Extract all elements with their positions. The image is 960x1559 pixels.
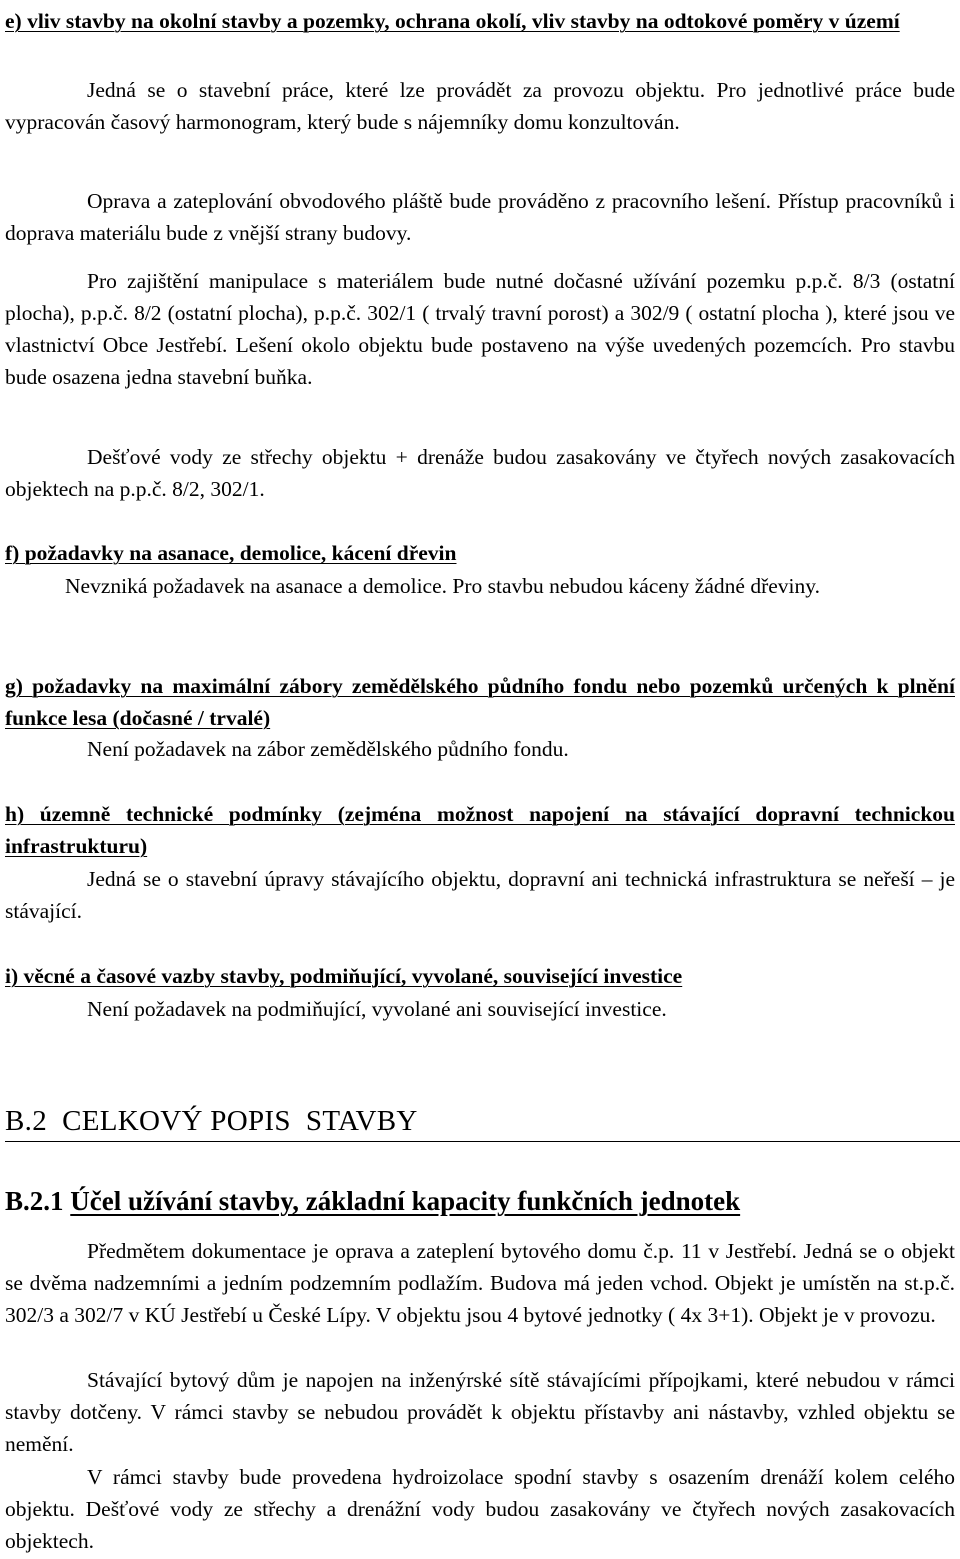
section-e-paragraph-3: Pro zajištění manipulace s materiálem bude nutné dočasné užívání pozemku p.p.č. 8/3 (ostatní plocha), p.p.č. 8/2 (ostatní plocha), p.p.č. 302/1 ( trvalý travní porost) a 302/9 ( ostatní plocha ), které jsou ve vlastnictví Obce Jestřebí. Lešení okolo objektu bude postaveno na výše uvedených pozemcích. Pro stavbu bude osazena jedna stavební buňka. <box>5 269 955 389</box>
section-h-heading: h) územně technické podmínky (zejména možnost napojení na stávající dopravní technickou infrastrukturu) <box>5 802 955 858</box>
section-b21-number: B.2.1 <box>5 1186 64 1216</box>
section-i-paragraph-1: Není požadavek na podmiňující, vyvolané ani související investice. <box>87 997 667 1021</box>
section-e-paragraph-2: Oprava a zateplování obvodového pláště bude prováděno z pracovního lešení. Přístup pracovníků i doprava materiálu bude z vnější strany budovy. <box>5 189 955 245</box>
section-i-heading: i) věcné a časové vazby stavby, podmiňující, vyvolané, související investice <box>5 964 683 988</box>
section-e-paragraph-4: Dešťové vody ze střechy objektu + drenáže budou zasakovány ve čtyřech nových zasakovacích objektech na p.p.č. 8/2, 302/1. <box>5 445 955 501</box>
section-b2-title: CELKOVÝ POPIS STAVBY <box>62 1105 418 1137</box>
section-b21-heading <box>5 1183 955 1219</box>
section-g-paragraph-1: Není požadavek na zábor zemědělského půdního fondu. <box>87 737 569 761</box>
section-b21-paragraph-3: V rámci stavby bude provedena hydroizolace spodní stavby s osazením drenáží kolem celého objektu. Dešťové vody ze střechy a drenážní vody budou zasakovány ve čtyřech nových zasakovacích objektech. <box>5 1465 955 1553</box>
section-e-paragraph-1: Jedná se o stavební práce, které lze provádět za provozu objektu. Pro jednotlivé práce bude vypracován časový harmonogram, který bude s nájemníky domu konzultován. <box>5 78 955 134</box>
section-b21-paragraph-1: Předmětem dokumentace je oprava a zateplení bytového domu č.p. 11 v Jestřebí. Jedná se o objekt se dvěma nadzemními a jedním podzemním podlažím. Budova má jeden vchod. Objekt je umístěn na st.p.č. 302/3 a 302/7 v KÚ Jestřebí u České Lípy. V objektu jsou 4 bytové jednotky ( 4x 3+1). Objekt je v provozu. <box>5 1239 955 1327</box>
section-b2-number: B.2 <box>5 1105 47 1137</box>
section-b2-heading <box>5 1103 960 1142</box>
section-f-paragraph-1: Nevzniká požadavek na asanace a demolice. Pro stavbu nebudou káceny žádné dřeviny. <box>65 574 820 598</box>
section-g-heading: g) požadavky na maximální zábory zemědělského půdního fondu nebo pozemků určených k plnění funkce lesa (dočasné / trvalé) <box>5 674 955 730</box>
section-b21-title: Účel užívání stavby, základní kapacity funkčních jednotek <box>70 1186 741 1216</box>
section-e-heading: e) vliv stavby na okolní stavby a pozemky, ochrana okolí, vliv stavby na odtokové poměry v území <box>5 9 900 33</box>
section-b21-paragraph-2: Stávající bytový dům je napojen na inženýrské sítě stávajícími přípojkami, které nebudou v rámci stavby dotčeny. V rámci stavby se nebudou provádět k objektu přístavby ani nástavby, vzhled objektu se nemění. <box>5 1368 955 1456</box>
section-h-paragraph-1: Jedná se o stavební úpravy stávajícího objektu, dopravní ani technická infrastruktura se neřeší – je stávající. <box>5 867 955 923</box>
section-f-heading: f) požadavky na asanace, demolice, kácení dřevin <box>5 541 457 565</box>
